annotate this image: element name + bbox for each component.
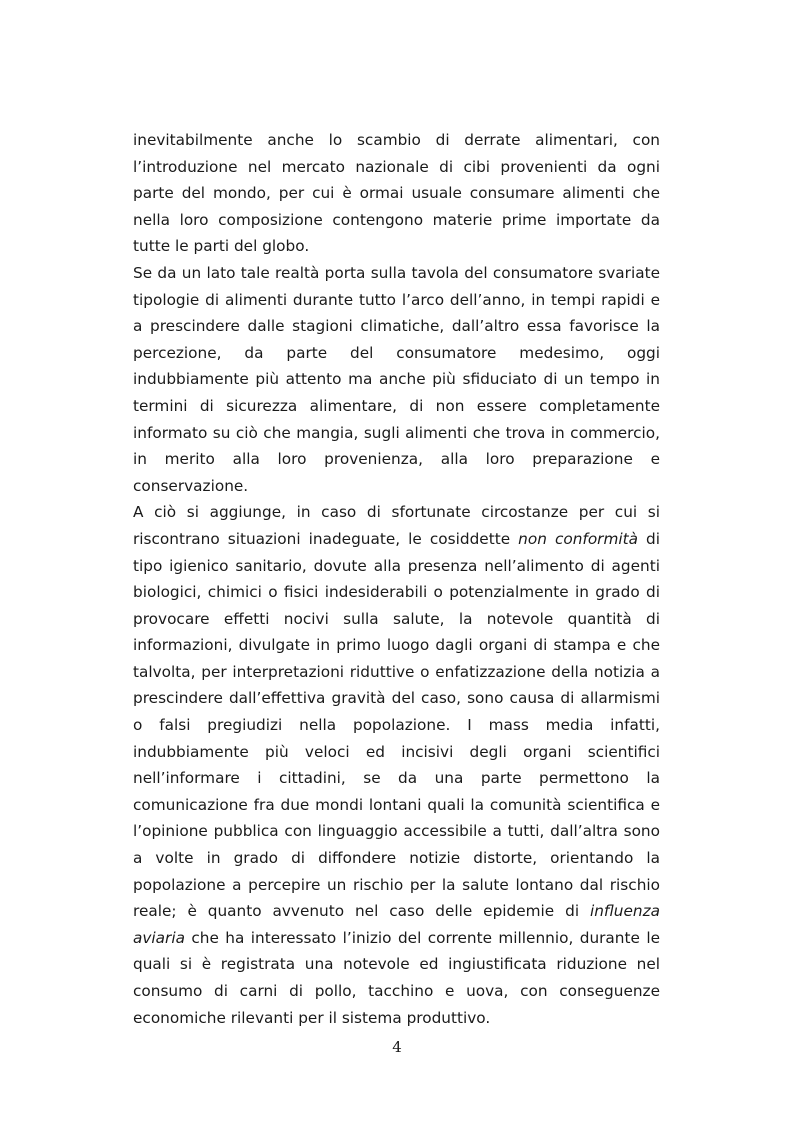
paragraph-text: che ha interessato l’inizio del corrente millennio, durante le quali si è registrata una notevole ed ingiustificata riduzione nel consumo di carni di pollo, tacchino e uova, con conseguenze economiche rilevanti per il sistema produttivo. [133, 928, 660, 1027]
paragraph [133, 127, 660, 260]
paragraph-text: di tipo igienico sanitario, dovute alla presenza nell’alimento di agenti biologici, chimici o fisici indesiderabili o potenzialmente in grado di provocare effetti nocivi sulla salute, la notevole quantità di informazioni, divulgate in primo luogo dagli organi di stampa e che talvolta, per interpretazioni riduttive o enfatizzazione della notizia a prescindere dall’effettiva gravità del caso, sono causa di allarmismi o falsi pregiudizi nella popolazione. I mass media infatti, indubbiamente più veloci ed incisivi degli organi scientifici nell’informare i cittadini, se da una parte permettono la comunicazione fra due mondi lontani quali la comunità scientifica e l’opinione pubblica con linguaggio accessibile a tutti, dall’altra sono a volte in grado di diffondere notizie distorte, orientando la popolazione a percepire un rischio per la salute lontano dal rischio reale; è quanto avvenuto nel caso delle epidemie di [133, 529, 661, 921]
paragraph-text: Se da un lato tale realtà porta sulla tavola del consumatore svariate tipologie di alimenti durante tutto l’arco dell’anno, in tempi rapidi e a prescindere dalle stagioni climatiche, dall’altro essa favorisce la percezione, da parte del consumatore medesimo, oggi indubbiamente più attento ma anche più sfiduciato di un tempo in termini di sicurezza alimentare, di non essere completamente informato su ciò che mangia, sugli alimenti che trova in commercio, in merito alla loro provenienza, alla loro preparazione e conservazione. [133, 263, 660, 495]
italic-term-influenza-aviaria: influenza aviaria [133, 902, 660, 947]
paragraph-text: inevitabilmente anche lo scambio di derrate alimentari, con l’introduzione nel mercato nazionale di cibi provenienti da ogni parte del mondo, per cui è ormai usuale consumare alimenti che nella loro composizione contengono materie prime importate da tutte le parti del globo. [133, 131, 660, 256]
document-body [133, 127, 660, 1031]
paragraph [133, 499, 660, 1031]
paragraph [133, 260, 660, 499]
italic-term-non-conformita: non conformità [518, 529, 638, 548]
page-number: 4 [392, 1038, 402, 1056]
paragraph-text: A ciò si aggiunge, in caso di sfortunate circostanze per cui si riscontrano situazioni inadeguate, le cosiddette [133, 503, 660, 548]
